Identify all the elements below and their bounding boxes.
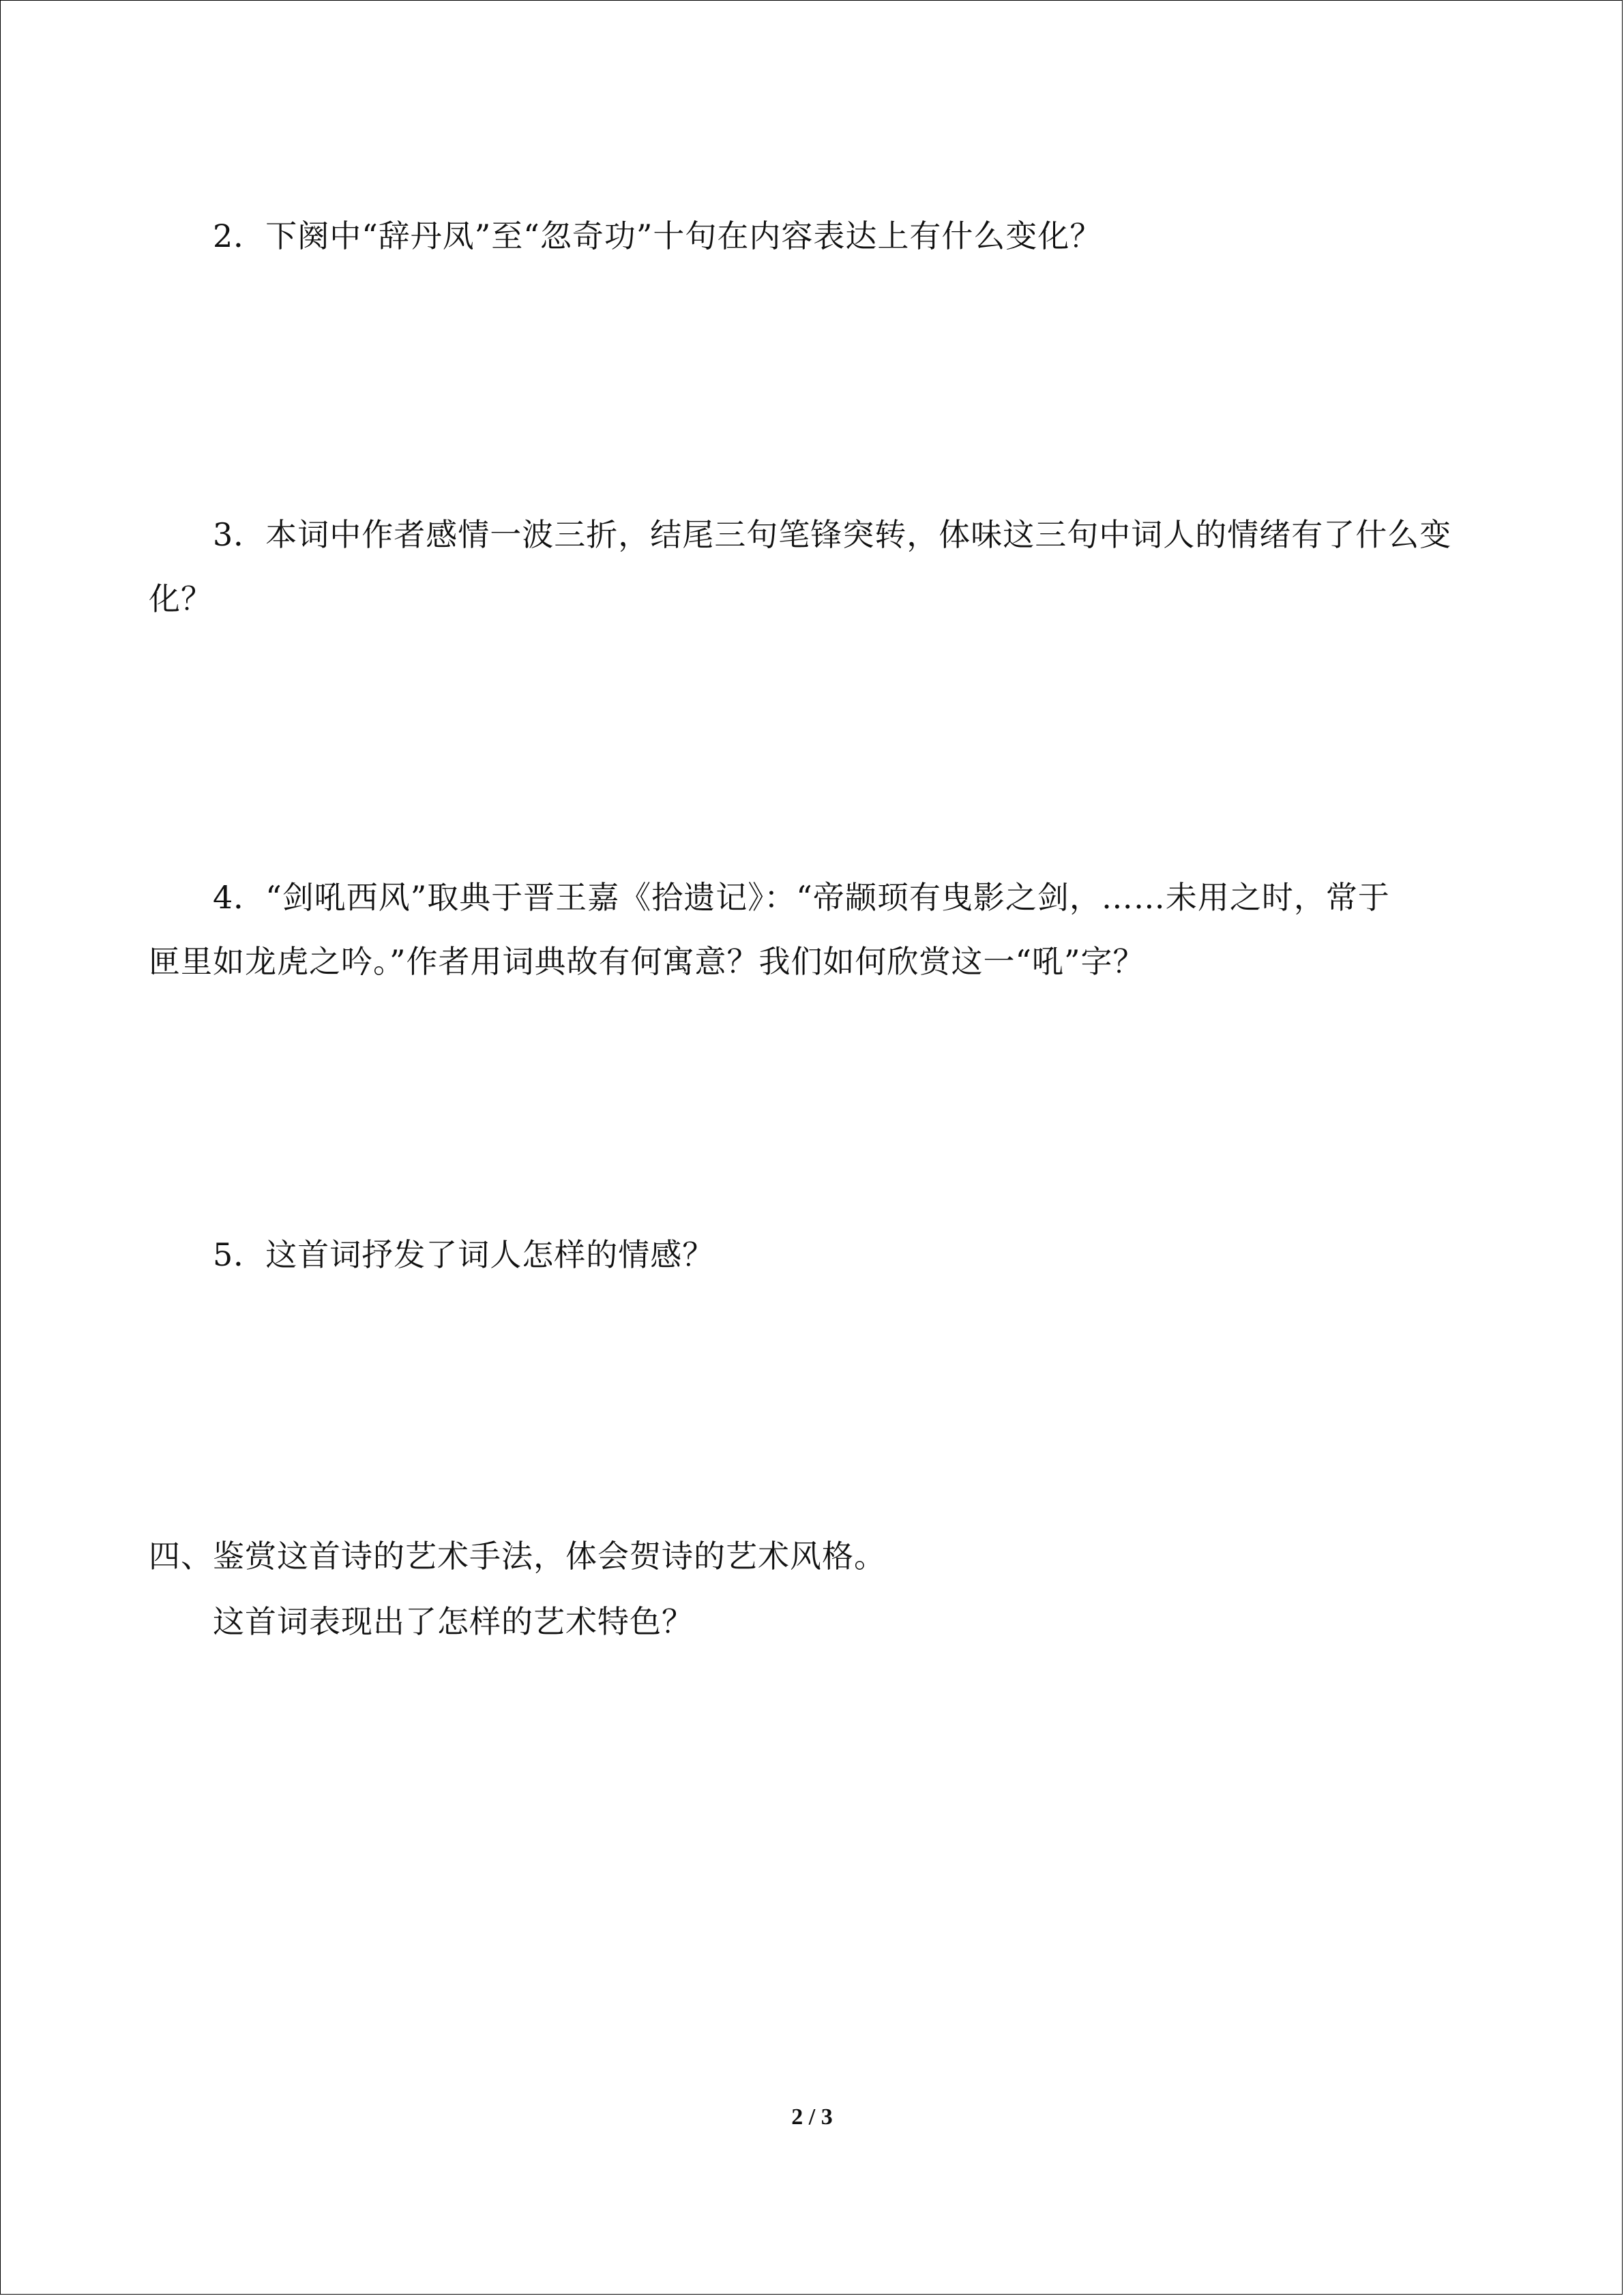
page-number: 2 / 3 xyxy=(791,2104,833,2130)
question-2: 2．下阕中“辞丹凤”至“忽奇功”十句在内容表达上有什么变化？ xyxy=(213,218,1102,254)
question-4-line-2: 匣里如龙虎之吟。”作者用词典故有何寓意？我们如何欣赏这一“吼”字？ xyxy=(149,943,1145,980)
section-4-question: 这首词表现出了怎样的艺术特色？ xyxy=(213,1603,694,1640)
section-4-heading: 四、鉴赏这首诗的艺术手法，体会贺诗的艺术风格。 xyxy=(149,1538,886,1575)
question-3-line-1: 3．本词中作者感情一波三折，结尾三句笔锋突转，体味这三句中词人的情绪有了什么变 xyxy=(213,516,1452,553)
question-5: 5．这首词抒发了词人怎样的情感？ xyxy=(213,1236,715,1273)
question-4-line-1: 4．“剑吼西风”取典于晋王嘉《拾遗记》：“帝颛顼有曳影之剑，……未用之时，常于 xyxy=(213,879,1390,916)
question-3-line-2: 化？ xyxy=(149,580,213,617)
